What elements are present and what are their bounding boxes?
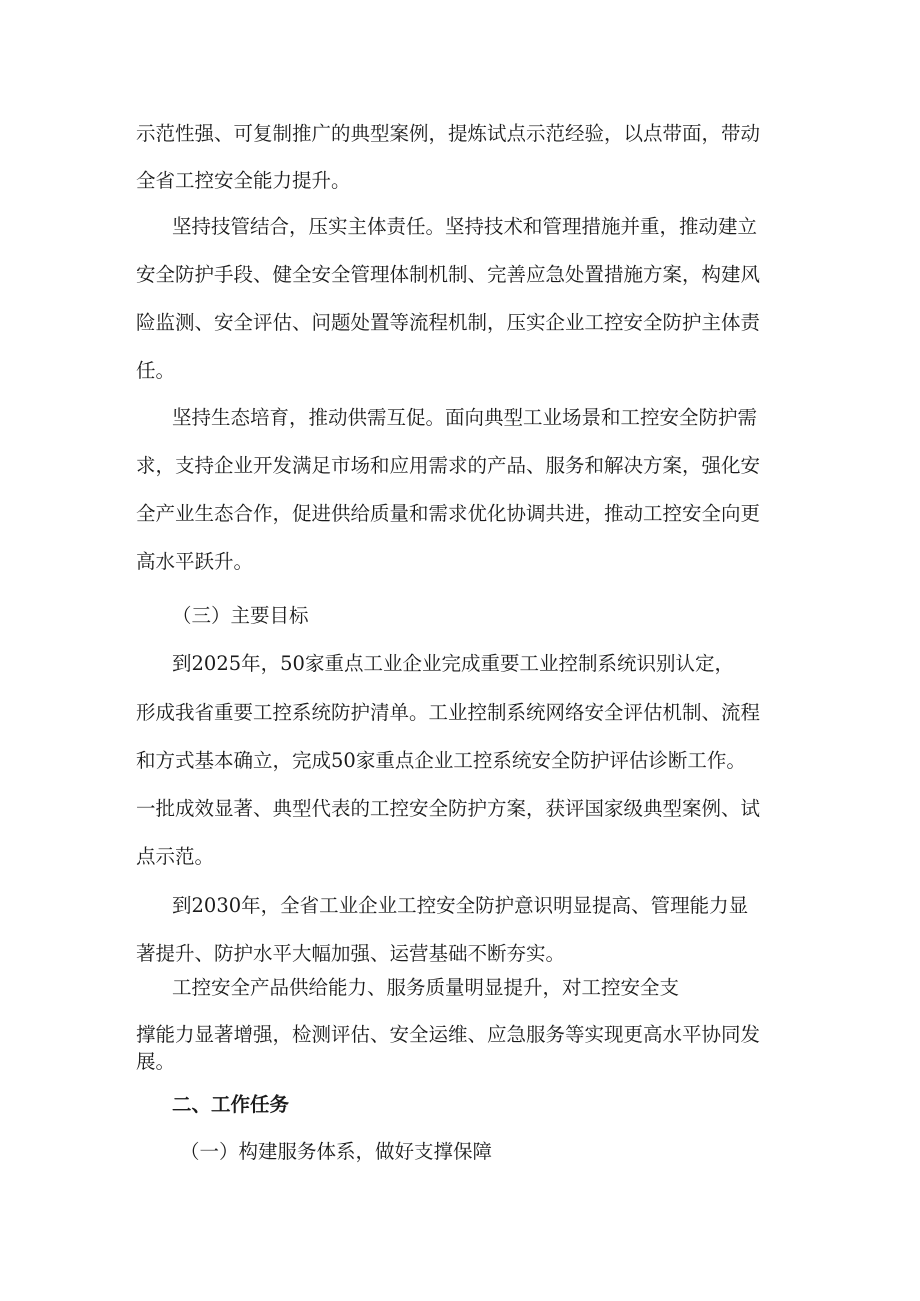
text-line: 求，支持企业开发满足市场和应用需求的产品、服务和解决方案，强化安 (136, 454, 761, 477)
paragraph-line (0, 791, 920, 827)
heading-text: （三）主要目标 (172, 604, 309, 627)
text-line: 一批成效显著、典型代表的工控安全防护方案，获评国家级典型案例、试 (136, 797, 761, 820)
text-line: 高水平跃升。 (136, 550, 254, 573)
text-line: 到2025年，50家重点工业企业完成重要工业控制系统识别认定， (172, 652, 734, 675)
paragraph-line (0, 695, 920, 731)
paragraph-line (0, 496, 920, 532)
text-line: 和方式基本确立，完成50家重点企业工控系统安全防护评估诊断工作。 (136, 749, 746, 772)
paragraph-line (0, 163, 920, 199)
paragraph-line (0, 743, 920, 779)
paragraph-line (0, 209, 920, 245)
paragraph-line (0, 544, 920, 580)
paragraph-line (0, 400, 920, 436)
heading-text: 二、工作任务 (172, 1093, 290, 1116)
section-heading (0, 1134, 920, 1170)
paragraph-line (0, 646, 920, 682)
heading-text: （一）构建服务体系，做好支撑保障 (180, 1140, 493, 1163)
text-line: 安全防护手段、健全安全管理体制机制、完善应急处置措施方案，构建风 (136, 263, 761, 286)
text-line: 任。 (136, 359, 176, 382)
paragraph-line (0, 353, 920, 389)
text-line: 著提升、防护水平大幅加强、运营基础不断夯实。 (136, 942, 566, 965)
text-line: 坚持技管结合，压实主体责任。坚持技术和管理措施并重，推动建立 (172, 215, 758, 238)
text-line: 工控安全产品供给能力、服务质量明显提升，对工控安全支 (172, 976, 680, 999)
paragraph-line (0, 257, 920, 293)
paragraph-line (0, 936, 920, 972)
text-line: 撑能力显著增强，检测评估、安全运维、应急服务等实现更高水平协同发 (136, 1023, 761, 1046)
text-line: 全产业生态合作，促进供给质量和需求优化协调共进，推动工控安全向更 (136, 502, 761, 525)
paragraph-line (0, 970, 920, 1006)
text-line: 点示范。 (136, 845, 215, 868)
paragraph-line (0, 888, 920, 924)
text-line: 险监测、安全评估、问题处置等流程机制，压实企业工控安全防护主体责 (136, 311, 761, 334)
text-line: 展。 (136, 1050, 176, 1073)
text-line: 全省工控安全能力提升。 (136, 169, 351, 192)
text-line: 形成我省重要工控系统防护清单。工业控制系统网络安全评估机制、流程 (136, 701, 761, 724)
section-heading (0, 598, 920, 634)
text-line: 示范性强、可复制推广的典型案例，提炼试点示范经验，以点带面，带动 (136, 122, 761, 145)
paragraph-line (0, 1044, 920, 1080)
text-line: 到2030年，全省工业企业工控安全防护意识明显提高、管理能力显 (172, 894, 749, 917)
chapter-heading (0, 1087, 920, 1123)
text-line: 坚持生态培育，推动供需互促。面向典型工业场景和工控安全防护需 (172, 406, 758, 429)
paragraph-line (0, 448, 920, 484)
paragraph-line (0, 839, 920, 875)
paragraph-line (0, 116, 920, 152)
paragraph-line (0, 305, 920, 341)
